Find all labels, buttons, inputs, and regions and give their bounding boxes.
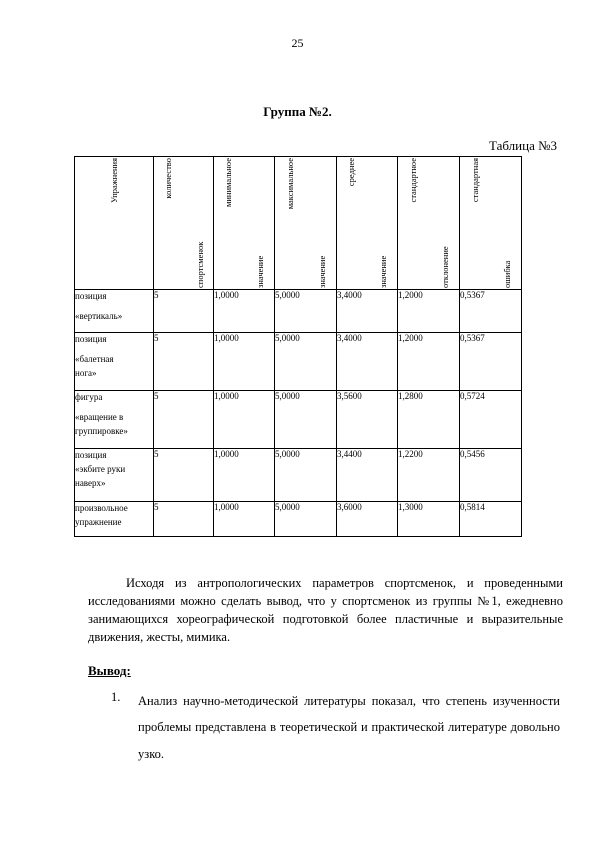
exercise-name-line: фигура bbox=[75, 392, 103, 402]
header-std-error bbox=[460, 157, 522, 290]
mean-cell: 3,5600 bbox=[337, 391, 398, 449]
header-line-2: спортсменок bbox=[194, 241, 204, 288]
header-line-1: Упражнения bbox=[108, 158, 119, 204]
exercise-name-line: группировке» bbox=[75, 425, 128, 436]
min-cell: 1,0000 bbox=[214, 290, 275, 333]
exercise-name-line: позиция bbox=[75, 291, 107, 301]
std-error-cell: 0,5367 bbox=[460, 333, 522, 391]
table-row bbox=[75, 449, 522, 502]
mean-cell: 3,4400 bbox=[337, 449, 398, 502]
exercise-name-line: позиция bbox=[75, 334, 107, 344]
page-number: 25 bbox=[291, 36, 304, 50]
exercise-name-line: «экбите руки bbox=[75, 463, 126, 474]
header-mean bbox=[337, 157, 398, 290]
header-line-1: максимальное bbox=[284, 158, 295, 210]
header-max bbox=[275, 157, 337, 290]
exercise-name-line: «балетная bbox=[75, 353, 114, 364]
analysis-paragraph bbox=[88, 574, 563, 647]
table-row bbox=[75, 290, 522, 333]
header-min bbox=[214, 157, 275, 290]
min-cell: 1,0000 bbox=[214, 333, 275, 391]
conclusion-item-number: 1. bbox=[111, 690, 121, 704]
count-cell: 5 bbox=[154, 449, 214, 502]
paragraph-text: Исходя из антропологических параметров спортсменок, и проведенными исследованиями можно сделать вывод, что у спортсменок из группы №1, ежедневно занимающихся хореографической подготовкой более пластичные и выразительные движения, жесты, мимика. bbox=[88, 576, 563, 645]
exercise-name-line: позиция bbox=[75, 450, 107, 460]
mean-cell: 3,6000 bbox=[337, 502, 398, 537]
mean-cell: 3,4000 bbox=[337, 290, 398, 333]
group-title: Группа №2. bbox=[263, 104, 332, 119]
table-row bbox=[75, 502, 522, 537]
exercise-name-cell bbox=[75, 333, 154, 391]
std-dev-cell: 1,3000 bbox=[398, 502, 460, 537]
header-line-1: стандартная bbox=[469, 158, 480, 203]
exercise-name-line: нога» bbox=[75, 367, 97, 378]
min-cell: 1,0000 bbox=[214, 449, 275, 502]
max-cell: 5,0000 bbox=[275, 502, 337, 537]
exercise-name-cell bbox=[75, 449, 154, 502]
mean-cell: 3,4000 bbox=[337, 333, 398, 391]
std-dev-cell: 1,2800 bbox=[398, 391, 460, 449]
table-row bbox=[75, 391, 522, 449]
std-dev-cell: 1,2000 bbox=[398, 333, 460, 391]
table-header-row bbox=[75, 157, 522, 290]
count-cell: 5 bbox=[154, 333, 214, 391]
max-cell: 5,0000 bbox=[275, 290, 337, 333]
std-dev-cell: 1,2200 bbox=[398, 449, 460, 502]
exercise-name-line: «вертикаль» bbox=[75, 310, 123, 321]
min-cell: 1,0000 bbox=[214, 502, 275, 537]
std-error-cell: 0,5724 bbox=[460, 391, 522, 449]
count-cell: 5 bbox=[154, 502, 214, 537]
exercise-name-cell bbox=[75, 502, 154, 537]
header-line-2: отклонение bbox=[439, 246, 449, 288]
min-cell: 1,0000 bbox=[214, 391, 275, 449]
header-line-2: значение bbox=[377, 255, 388, 288]
std-error-cell: 0,5814 bbox=[460, 502, 522, 537]
std-error-cell: 0,5456 bbox=[460, 449, 522, 502]
table-label: Таблица №3 bbox=[488, 138, 557, 153]
exercise-name-line: наверх» bbox=[75, 477, 106, 488]
conclusion-item-text: Анализ научно-методической литературы показал, что степень изученности проблемы представлена в теоретической и практической литературе довольно узко. bbox=[138, 694, 560, 761]
std-error-cell: 0,5367 bbox=[460, 290, 522, 333]
header-line-1: среднее bbox=[346, 158, 356, 187]
header-exercises bbox=[75, 157, 154, 290]
header-line-1: стандартное bbox=[407, 158, 418, 203]
max-cell: 5,0000 bbox=[275, 449, 337, 502]
header-line-2: значение bbox=[254, 255, 265, 288]
conclusion-title: Вывод: bbox=[88, 663, 131, 678]
header-line-2: ошибка bbox=[501, 260, 511, 288]
header-line-2: значение bbox=[316, 255, 326, 288]
header-line-1: минимальное bbox=[223, 158, 233, 207]
exercise-name-line: «вращение в bbox=[75, 411, 124, 422]
exercise-name-line: упражнение bbox=[75, 516, 122, 527]
header-line-1: количество bbox=[162, 158, 173, 199]
std-dev-cell: 1,2000 bbox=[398, 290, 460, 333]
exercise-name-line: произвольное bbox=[75, 503, 128, 513]
table-row bbox=[75, 333, 522, 391]
count-cell: 5 bbox=[154, 391, 214, 449]
exercise-name-cell bbox=[75, 391, 154, 449]
max-cell: 5,0000 bbox=[275, 333, 337, 391]
max-cell: 5,0000 bbox=[275, 391, 337, 449]
exercise-name-cell bbox=[75, 290, 154, 333]
statistics-table bbox=[74, 156, 522, 537]
header-std-dev bbox=[398, 157, 460, 290]
header-count bbox=[154, 157, 214, 290]
count-cell: 5 bbox=[154, 290, 214, 333]
